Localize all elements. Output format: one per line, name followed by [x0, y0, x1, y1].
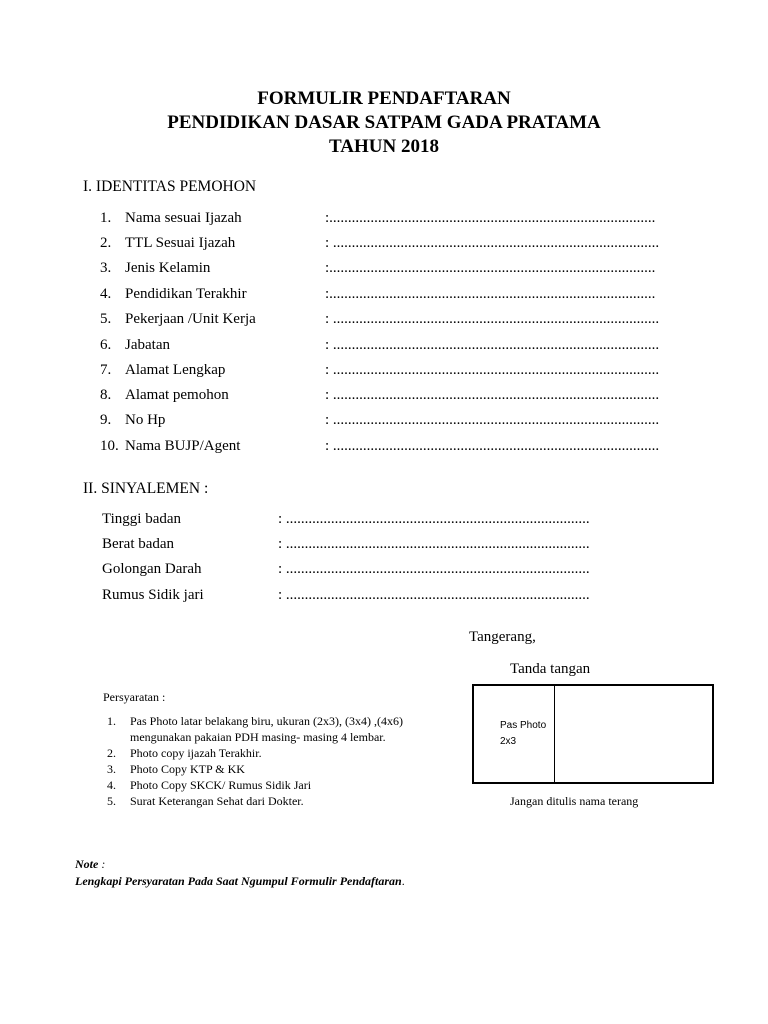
field-label: Rumus Sidik jari [102, 587, 204, 603]
list-item [0, 730, 500, 746]
field-label: Alamat pemohon [125, 387, 229, 403]
field-number: 6. [100, 337, 112, 353]
form-title: FORMULIR PENDAFTARAN [257, 88, 511, 109]
field-label: Pendidikan Terakhir [125, 286, 247, 302]
item-text: Pas Photo latar belakang biru, ukuran (2x3), (3x4) ,(4x6) [130, 714, 403, 728]
field-number: 7. [100, 362, 112, 378]
field-row[interactable] [0, 337, 768, 357]
field-blank[interactable]: : ....................................................................................... [325, 311, 660, 327]
item-number: 1. [107, 714, 116, 728]
list-item [0, 746, 500, 762]
form-subtitle: PENDIDIKAN DASAR SATPAM GADA PRATAMA [167, 112, 601, 133]
field-blank[interactable]: : ................................................................................. [278, 511, 590, 527]
form-year: TAHUN 2018 [329, 136, 439, 157]
item-text: mengunakan pakaian PDH masing- masing 4 lembar. [130, 730, 386, 744]
field-label: TTL Sesuai Ijazah [125, 235, 236, 251]
field-row[interactable] [0, 511, 768, 531]
item-text: Photo Copy KTP & KK [130, 762, 245, 776]
field-label: Nama BUJP/Agent [125, 438, 241, 454]
field-blank[interactable]: : ................................................................................. [278, 561, 590, 577]
field-blank[interactable]: : ....................................................................................... [325, 387, 660, 403]
note-period: . [401, 874, 405, 888]
field-label: Jenis Kelamin [125, 260, 211, 276]
photo-signature-box[interactable] [472, 684, 714, 784]
field-row[interactable] [0, 536, 768, 556]
item-number: 3. [107, 762, 116, 776]
field-row[interactable] [0, 438, 768, 458]
field-label: Nama sesuai Ijazah [125, 210, 242, 226]
field-label: Alamat Lengkap [125, 362, 226, 378]
field-label: Jabatan [125, 337, 170, 353]
list-item [0, 778, 500, 794]
field-blank[interactable]: :....................................................................................... [325, 260, 656, 276]
field-number: 10. [100, 438, 119, 454]
field-row[interactable] [0, 311, 768, 331]
field-row[interactable] [0, 561, 768, 581]
field-number: 4. [100, 286, 112, 302]
item-number: 2. [107, 746, 116, 760]
field-number: 2. [100, 235, 112, 251]
section-identitas-heading: I. IDENTITAS PEMOHON [83, 178, 257, 195]
photo-label: Pas Photo [500, 720, 547, 731]
signature-label: Tanda tangan [510, 661, 591, 677]
field-blank[interactable]: :....................................................................................... [325, 286, 656, 302]
list-item [0, 714, 500, 730]
field-blank[interactable]: :....................................................................................... [325, 210, 656, 226]
field-number: 5. [100, 311, 112, 327]
field-row[interactable] [0, 210, 768, 230]
field-row[interactable] [0, 260, 768, 280]
photo-size-label: 2x3 [500, 736, 517, 747]
item-number: 4. [107, 778, 116, 792]
field-blank[interactable]: : ....................................................................................... [325, 362, 660, 378]
requirements-heading: Persyaratan : [103, 690, 166, 704]
field-row[interactable] [0, 235, 768, 255]
item-number: 5. [107, 794, 116, 808]
field-row[interactable] [0, 387, 768, 407]
item-text: Photo Copy SKCK/ Rumus Sidik Jari [130, 778, 312, 792]
field-label: Golongan Darah [102, 561, 202, 577]
field-blank[interactable]: : ................................................................................. [278, 536, 590, 552]
field-number: 8. [100, 387, 112, 403]
field-blank[interactable]: : ....................................................................................... [325, 235, 660, 251]
field-row[interactable] [0, 362, 768, 382]
field-blank[interactable]: : ....................................................................................... [325, 438, 660, 454]
field-label: Pekerjaan /Unit Kerja [125, 311, 256, 327]
field-row[interactable] [0, 587, 768, 607]
field-label: Tinggi badan [102, 511, 182, 527]
section-sinyalemen-heading: II. SINYALEMEN : [83, 480, 209, 497]
field-label: No Hp [125, 412, 166, 428]
note-label: Note [75, 857, 99, 871]
item-text: Surat Keterangan Sehat dari Dokter. [130, 794, 304, 808]
note-colon: : [98, 857, 106, 871]
note-heading [75, 857, 105, 872]
list-item [0, 762, 500, 778]
field-blank[interactable]: : ....................................................................................... [325, 337, 660, 353]
field-label: Berat badan [102, 536, 175, 552]
field-row[interactable] [0, 286, 768, 306]
item-text: Photo copy ijazah Terakhir. [130, 746, 262, 760]
field-row[interactable] [0, 412, 768, 432]
note-text: Lengkapi Persyaratan Pada Saat Ngumpul Formulir Pendaftaran [75, 874, 402, 888]
field-number: 1. [100, 210, 112, 226]
field-number: 3. [100, 260, 112, 276]
note-body [75, 874, 405, 889]
signature-place: Tangerang, [469, 629, 536, 645]
signature-caption: Jangan ditulis nama terang [510, 794, 639, 808]
field-number: 9. [100, 412, 112, 428]
photo-box-divider [554, 686, 555, 782]
list-item [0, 794, 500, 810]
field-blank[interactable]: : ....................................................................................... [325, 412, 660, 428]
field-blank[interactable]: : ................................................................................. [278, 587, 590, 603]
